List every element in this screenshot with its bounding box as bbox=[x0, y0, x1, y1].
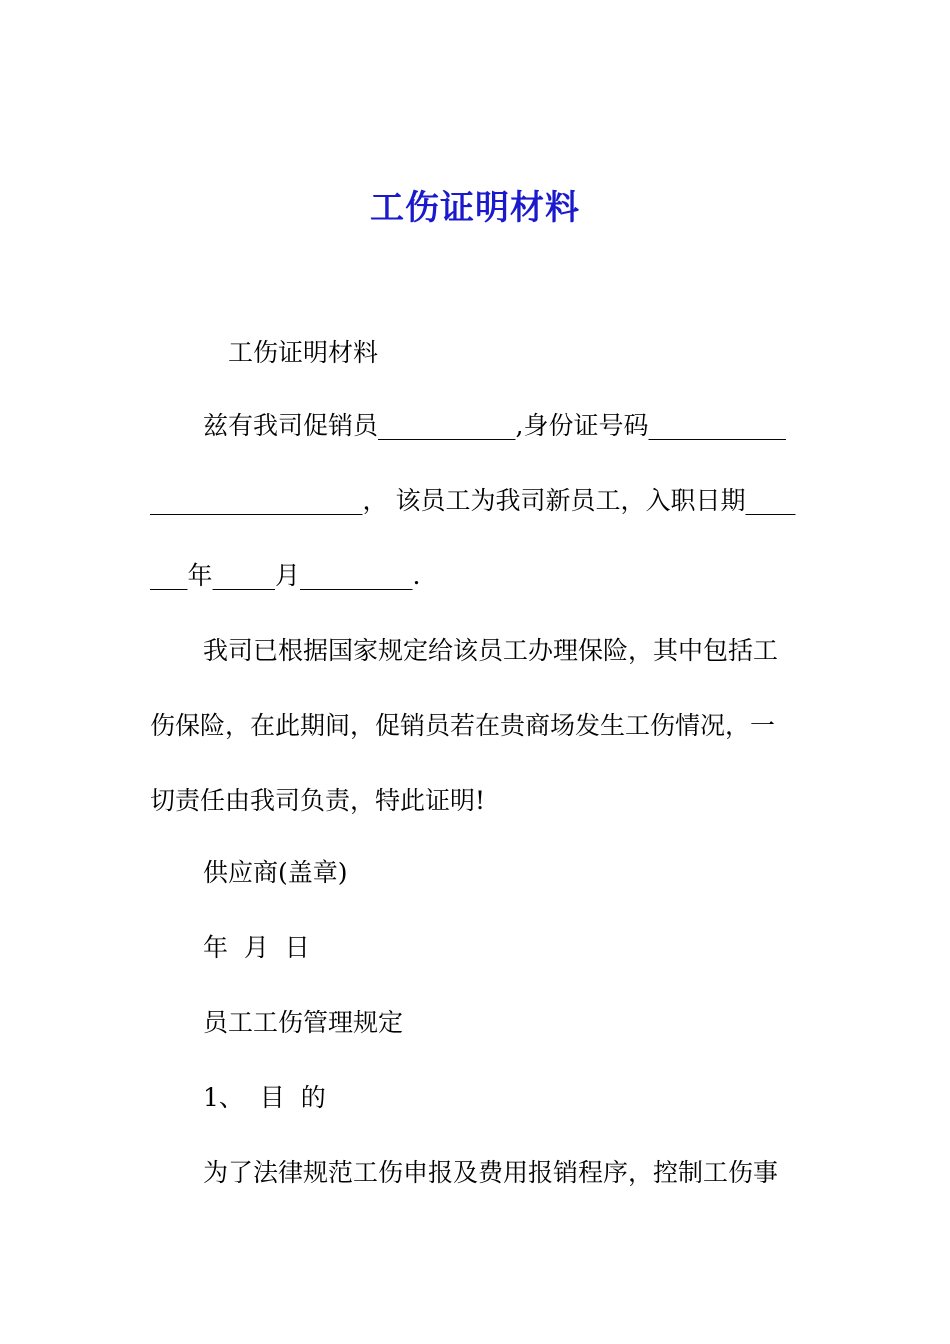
supplier-seal-line: 供应商(盖章) bbox=[203, 858, 348, 887]
subtitle-line: 工伤证明材料 bbox=[228, 338, 379, 367]
document-title: 工伤证明材料 bbox=[370, 188, 580, 228]
body-line: 兹有我司促销员___________,身份证号码___________ bbox=[203, 411, 786, 440]
body-line: ___年_____月_________. bbox=[150, 561, 421, 590]
body-line: 切责任由我司负责，特此证明! bbox=[150, 786, 486, 815]
section-item-heading: 1、 目 的 bbox=[203, 1083, 326, 1112]
date-line: 年 月 日 bbox=[203, 933, 310, 962]
body-line: 我司已根据国家规定给该员工办理保险，其中包括工 bbox=[203, 636, 779, 665]
section-heading: 员工工伤管理规定 bbox=[203, 1008, 404, 1037]
body-line: 伤保险，在此期间，促销员若在贵商场发生工伤情况，一 bbox=[150, 711, 776, 740]
body-line: _________________， 该员工为我司新员工，入职日期____ bbox=[150, 486, 796, 515]
body-line: 为了法律规范工伤申报及费用报销程序，控制工伤事 bbox=[203, 1158, 779, 1187]
